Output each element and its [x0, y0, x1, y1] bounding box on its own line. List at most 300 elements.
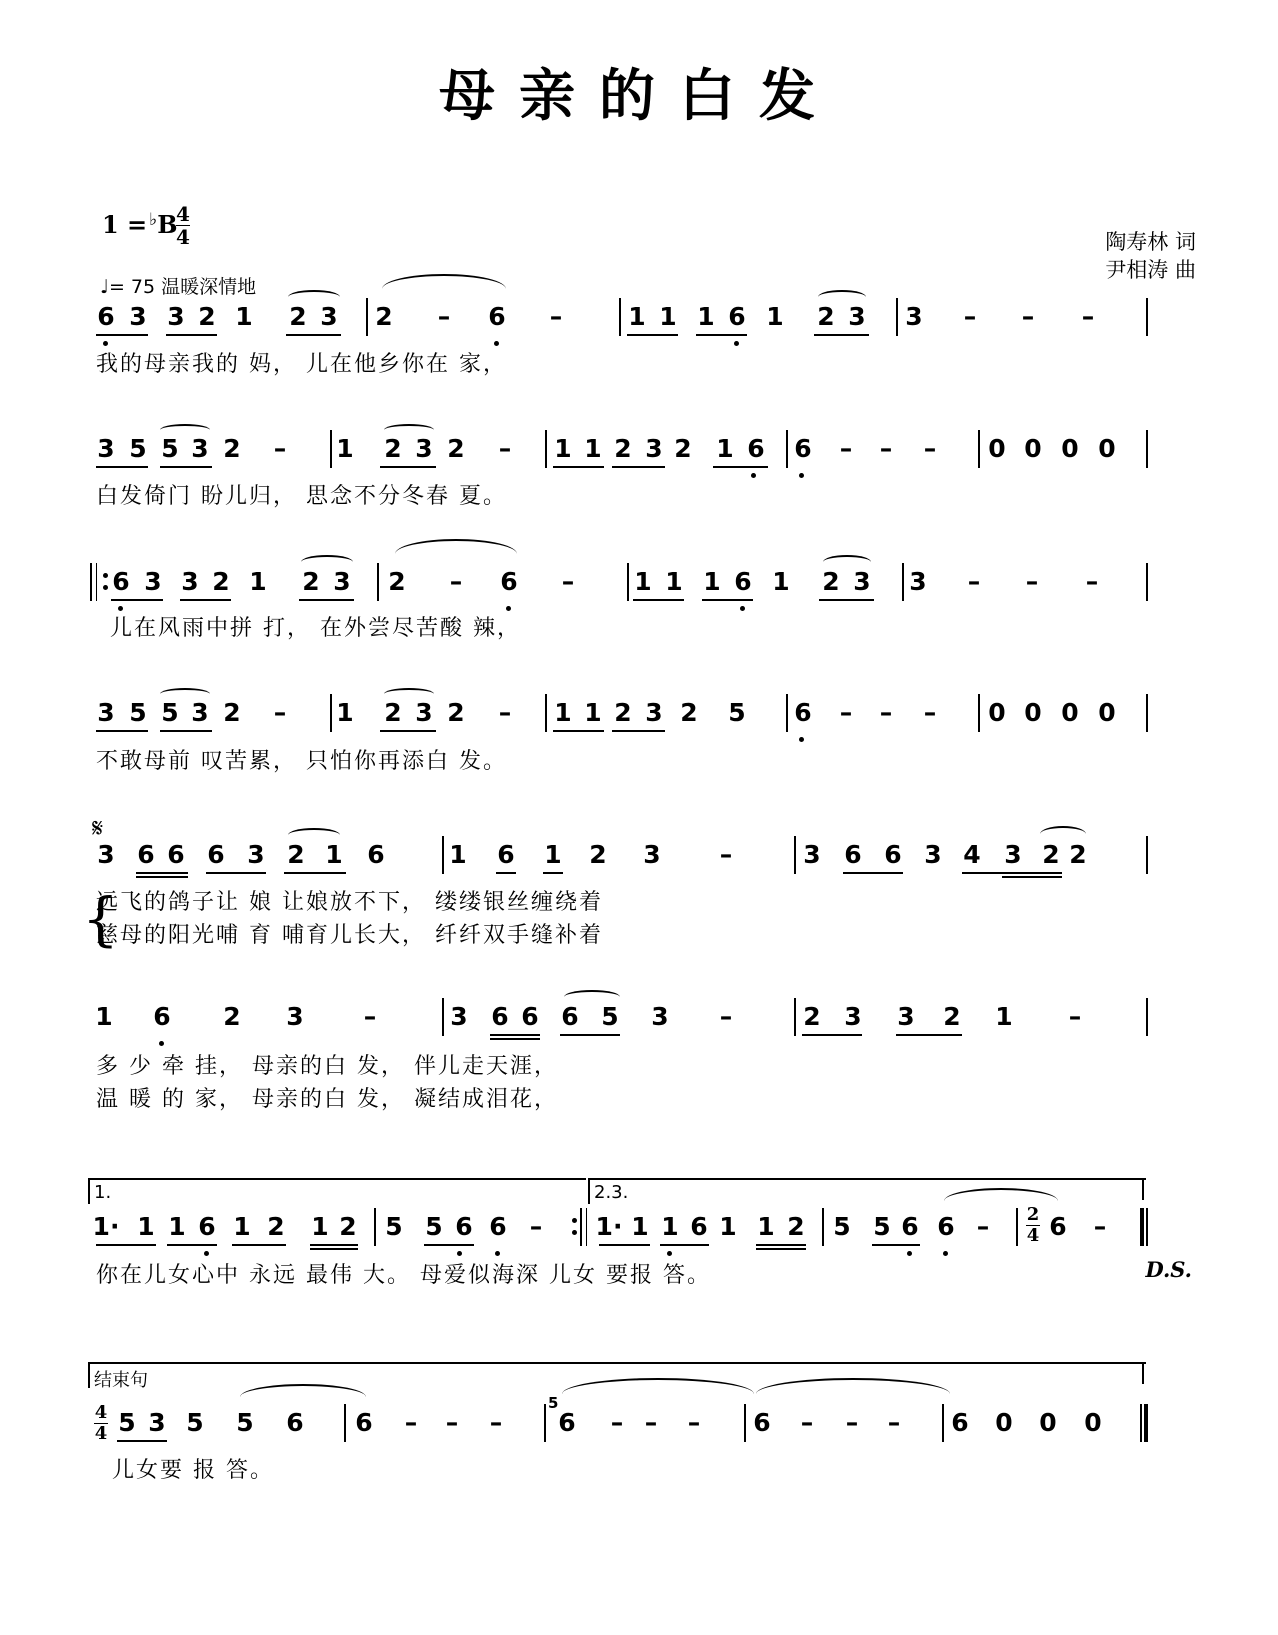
note: 6 [167, 840, 185, 869]
note: 2 [223, 698, 241, 727]
note: 1· [92, 1212, 120, 1241]
tie-slur [562, 1378, 754, 1410]
eighth-underline [180, 599, 231, 601]
note: – [273, 698, 287, 727]
note: – [879, 698, 893, 727]
note: 1 [631, 1212, 649, 1241]
eighth-underline [660, 1244, 709, 1246]
note: 1 [772, 567, 790, 596]
note: 3 [1004, 840, 1022, 869]
note: 3 [415, 434, 433, 463]
note: – [887, 1408, 901, 1437]
octave-dot [799, 473, 804, 478]
note: – [1021, 302, 1035, 331]
note: 3 [320, 302, 338, 331]
note: 5 [161, 434, 179, 463]
eighth-underline [490, 1038, 540, 1040]
eighth-underline [696, 334, 747, 336]
tie-slur [756, 1378, 950, 1410]
note: 2 [384, 434, 402, 463]
tie-slur [564, 990, 620, 1004]
note: 2 [589, 840, 607, 869]
octave-dot [740, 606, 745, 611]
note: – [839, 698, 853, 727]
note: 1 [554, 434, 572, 463]
lyric-line: 你在儿女心中 永远 最伟 大。 母爱似海深 儿女 要报 答。 [96, 1263, 711, 1288]
note: 2 [384, 698, 402, 727]
note: 1 [716, 434, 734, 463]
eighth-underline [166, 334, 217, 336]
tie-slur [382, 274, 506, 304]
note: 3 [144, 567, 162, 596]
note: 1 [665, 567, 683, 596]
note: 2 [287, 840, 305, 869]
note: 3 [645, 434, 663, 463]
note: 6 [558, 1408, 576, 1437]
barline [442, 836, 444, 874]
note: 0 [988, 434, 1006, 463]
note: 3 [191, 698, 209, 727]
eighth-underline [612, 466, 665, 468]
note: – [719, 1002, 733, 1031]
note: 1 [554, 698, 572, 727]
note: 2 [388, 567, 406, 596]
note: 6 [728, 302, 746, 331]
eighth-underline [232, 1244, 286, 1246]
note: 0 [988, 698, 1006, 727]
final-barline [1144, 1404, 1148, 1442]
barline [902, 563, 904, 601]
note: 1 [325, 840, 343, 869]
note: 3 [897, 1002, 915, 1031]
note: – [963, 302, 977, 331]
eighth-underline [843, 872, 903, 874]
note: 2 [1042, 840, 1060, 869]
tie-slur [395, 539, 517, 569]
eighth-underline [136, 872, 188, 874]
eighth-underline [380, 730, 436, 732]
tie-slur [240, 1384, 366, 1410]
note: 6 [207, 840, 225, 869]
note: 2 [447, 698, 465, 727]
barline [330, 694, 332, 732]
eighth-underline [160, 730, 212, 732]
time-bottom: 4 [1026, 1225, 1040, 1246]
note: – [1085, 567, 1099, 596]
note: 0 [1098, 698, 1116, 727]
barline [1146, 1208, 1148, 1246]
tie-slur [160, 688, 210, 700]
note: 1 [766, 302, 784, 331]
octave-dot [907, 1251, 912, 1256]
note: 1 [659, 302, 677, 331]
key-note: B [157, 210, 178, 239]
eighth-underline [117, 1440, 167, 1442]
note: 0 [995, 1408, 1013, 1437]
lyric-line-verse2: 温 暖 的 家， 母亲的白 发， 凝结成泪花， [96, 1087, 558, 1112]
octave-dot [159, 1041, 164, 1046]
octave-dot [506, 606, 511, 611]
note: 1 [544, 840, 562, 869]
note: – [610, 1408, 624, 1437]
eighth-underline [160, 466, 212, 468]
note: 3 [844, 1002, 862, 1031]
eighth-underline [543, 872, 563, 874]
note: – [363, 1002, 377, 1031]
note: 6 [844, 840, 862, 869]
octave-dot [103, 341, 108, 346]
volta-first-ending: 1. [88, 1178, 586, 1204]
note: 2 [787, 1212, 805, 1241]
lyric-line: 多 少 牵 挂， 母亲的白 发， 伴儿走天涯， [96, 1054, 558, 1079]
note: 0 [1098, 434, 1116, 463]
note: 6 [561, 1002, 579, 1031]
eighth-underline [633, 599, 684, 601]
note: 2 [822, 567, 840, 596]
note: 6 [198, 1212, 216, 1241]
note: 6 [1049, 1212, 1067, 1241]
note: 2 [1069, 840, 1087, 869]
segno-icon: 𝄋 [92, 814, 104, 844]
note: 0 [1061, 434, 1079, 463]
note: 5 [129, 698, 147, 727]
composer-credit: 尹相涛 曲 [1105, 258, 1196, 282]
tie-slur [301, 555, 353, 569]
barline [330, 430, 332, 468]
note: – [644, 1408, 658, 1437]
note: 3 [247, 840, 265, 869]
note: 6 [367, 840, 385, 869]
note: 1 [703, 567, 721, 596]
note: 6 [489, 1212, 507, 1241]
note: – [445, 1408, 459, 1437]
note: 2 [375, 302, 393, 331]
eighth-underline [380, 466, 436, 468]
barline [978, 694, 980, 732]
note: 2 [817, 302, 835, 331]
eighth-underline [553, 730, 604, 732]
note: 4 [963, 840, 981, 869]
note: 3 [848, 302, 866, 331]
note: 3 [415, 698, 433, 727]
note: 2 [943, 1002, 961, 1031]
barline [545, 694, 547, 732]
note: 6 [794, 698, 812, 727]
note: 2 [267, 1212, 285, 1241]
note: 5 [161, 698, 179, 727]
eighth-underline [553, 466, 604, 468]
eighth-underline [490, 1034, 540, 1036]
eighth-underline [286, 334, 341, 336]
note: 6 [734, 567, 752, 596]
tie-slur [384, 424, 434, 436]
note: 1 [584, 698, 602, 727]
note: 2 [339, 1212, 357, 1241]
note: 0 [1024, 698, 1042, 727]
barline [1140, 1404, 1142, 1442]
barline [978, 430, 980, 468]
lyric-line: 白发倚门 盼儿归， 思念不分冬春 夏。 [96, 484, 507, 509]
time-bottom: 4 [176, 225, 190, 249]
note: 6 [97, 302, 115, 331]
tie-slur [288, 290, 340, 304]
note: 6 [937, 1212, 955, 1241]
note: 6 [286, 1408, 304, 1437]
page-title: 母亲的白发 [439, 63, 839, 129]
note: 0 [1084, 1408, 1102, 1437]
note: 5 [728, 698, 746, 727]
barline [1146, 836, 1148, 874]
note: 3 [853, 567, 871, 596]
note: – [273, 434, 287, 463]
repeat-dot [572, 1218, 577, 1223]
barline [366, 298, 368, 336]
lyric-line: 儿女要 报 答。 [112, 1458, 274, 1483]
barline [786, 694, 788, 732]
note: 6 [951, 1408, 969, 1437]
note: 1 [311, 1212, 329, 1241]
final-barline [1140, 1208, 1144, 1246]
octave-dot [494, 341, 499, 346]
note: 1 [168, 1212, 186, 1241]
note: 1 [449, 840, 467, 869]
tie-slur [944, 1188, 1058, 1214]
note: 1 [336, 698, 354, 727]
coda-label: 结束句 [94, 1370, 148, 1391]
eighth-underline [627, 334, 678, 336]
note: 1 [584, 434, 602, 463]
barline [794, 836, 796, 874]
note: – [1025, 567, 1039, 596]
tie-slur [1040, 826, 1086, 842]
note: – [404, 1408, 418, 1437]
octave-dot [667, 1251, 672, 1256]
note: 1 [235, 302, 253, 331]
eighth-underline [167, 1244, 217, 1246]
eighth-underline [284, 872, 346, 874]
lyricist-credit: 陶寿林 词 [1105, 230, 1196, 254]
octave-dot [204, 1251, 209, 1256]
note: 1 [233, 1212, 251, 1241]
note: 2 [614, 698, 632, 727]
time-signature-coda [94, 1404, 108, 1443]
note: 6 [491, 1002, 509, 1031]
note: – [489, 1408, 503, 1437]
note: – [498, 698, 512, 727]
octave-dot [495, 1251, 500, 1256]
barline [619, 298, 621, 336]
octave-dot [943, 1251, 948, 1256]
barline [1146, 998, 1148, 1036]
note: 1 [95, 1002, 113, 1031]
note: 6 [901, 1212, 919, 1241]
note: – [687, 1408, 701, 1437]
note: 0 [1024, 434, 1042, 463]
time-top: 4 [176, 202, 190, 226]
note: – [529, 1212, 543, 1241]
eighth-underline [713, 466, 768, 468]
tie-slur [384, 688, 434, 700]
note: 5 [425, 1212, 443, 1241]
note: 6 [137, 840, 155, 869]
note: 3 [148, 1408, 166, 1437]
note: – [839, 434, 853, 463]
note: 6 [153, 1002, 171, 1031]
lyric-line-verse2: 慈母的阳光哺 育 哺育儿长大， 纤纤双手缝补着 [96, 923, 603, 948]
eighth-underline [310, 1248, 358, 1250]
eighth-underline [814, 334, 869, 336]
note: 1 [697, 302, 715, 331]
note: 1· [595, 1212, 623, 1241]
repeat-dot [572, 1230, 577, 1235]
eighth-underline [310, 1244, 358, 1246]
note: 3 [651, 1002, 669, 1031]
note: 1 [719, 1212, 737, 1241]
note: 3 [286, 1002, 304, 1031]
note: 2 [674, 434, 692, 463]
note: – [879, 434, 893, 463]
repeat-dot [103, 585, 108, 590]
barline [896, 298, 898, 336]
octave-dot [799, 737, 804, 742]
note: 1 [628, 302, 646, 331]
eighth-underline [96, 1244, 156, 1246]
eighth-underline [1002, 876, 1062, 878]
barline [442, 998, 444, 1036]
note: 2 [803, 1002, 821, 1031]
note: 2 [223, 1002, 241, 1031]
note: 3 [191, 434, 209, 463]
eighth-underline [756, 1244, 806, 1246]
eighth-underline [599, 1244, 650, 1246]
note: – [437, 302, 451, 331]
note: 2 [614, 434, 632, 463]
repeat-dot [103, 573, 108, 578]
note: 3 [924, 840, 942, 869]
repeat-start-barline [90, 563, 92, 601]
eighth-underline [872, 1244, 920, 1246]
note: – [498, 434, 512, 463]
note: 1 [249, 567, 267, 596]
note: – [719, 840, 733, 869]
barline [545, 430, 547, 468]
note: 6 [112, 567, 130, 596]
note: 6 [747, 434, 765, 463]
note: – [1093, 1212, 1107, 1241]
eighth-underline [496, 872, 516, 874]
barline [786, 430, 788, 468]
note: 5 [129, 434, 147, 463]
note: 6 [497, 840, 515, 869]
note: 5 [873, 1212, 891, 1241]
note: – [923, 698, 937, 727]
note: 2 [302, 567, 320, 596]
note: 6 [690, 1212, 708, 1241]
note: 5 [236, 1408, 254, 1437]
note: 5 [385, 1212, 403, 1241]
eighth-underline [1002, 872, 1062, 874]
barline [544, 1404, 546, 1442]
time-top: 2 [1026, 1204, 1040, 1225]
eighth-underline [896, 1034, 962, 1036]
note: 5 [118, 1408, 136, 1437]
dal-segno: D.S. [1145, 1257, 1192, 1282]
tie-slur [823, 555, 871, 569]
barline [794, 998, 796, 1036]
note: – [1068, 1002, 1082, 1031]
note: 2 [680, 698, 698, 727]
note: 1 [995, 1002, 1013, 1031]
eighth-underline [299, 599, 354, 601]
note: 2 [198, 302, 216, 331]
note: 3 [645, 698, 663, 727]
octave-dot [118, 606, 123, 611]
lyric-line: 远飞的鸽子让 娘 让娘放不下， 缕缕银丝缠绕着 [96, 890, 603, 915]
note: – [800, 1408, 814, 1437]
note: 2 [223, 434, 241, 463]
eighth-underline [702, 599, 753, 601]
note: 1 [634, 567, 652, 596]
note: – [449, 567, 463, 596]
note: 6 [488, 302, 506, 331]
note: 6 [355, 1408, 373, 1437]
time-signature-change [1026, 1206, 1040, 1245]
note: – [1081, 302, 1095, 331]
eighth-underline [612, 730, 665, 732]
note: – [549, 302, 563, 331]
note: 1 [661, 1212, 679, 1241]
barline [374, 1208, 376, 1246]
eighth-underline [560, 1034, 620, 1036]
note: 6 [500, 567, 518, 596]
note: 3 [333, 567, 351, 596]
note: – [561, 567, 575, 596]
octave-dot [734, 341, 739, 346]
note: 3 [909, 567, 927, 596]
note: 6 [455, 1212, 473, 1241]
barline [627, 563, 629, 601]
note: 5 [833, 1212, 851, 1241]
barline [822, 1208, 824, 1246]
grace-note: 5 [548, 1394, 561, 1412]
note: 3 [181, 567, 199, 596]
note: 3 [905, 302, 923, 331]
tie-slur [160, 424, 210, 436]
lyric-line: 我的母亲我的 妈， 儿在他乡你在 家， [96, 352, 507, 377]
tie-slur [288, 828, 340, 842]
time-bottom: 4 [94, 1423, 108, 1444]
eighth-underline [206, 872, 266, 874]
note: – [967, 567, 981, 596]
note: 5 [601, 1002, 619, 1031]
note: 6 [794, 434, 812, 463]
repeat-start-barline [96, 563, 97, 601]
note: 2 [289, 302, 307, 331]
note: 3 [129, 302, 147, 331]
note: 1 [757, 1212, 775, 1241]
lyric-line: 儿在风雨中拼 打， 在外尝尽苦酸 辣， [110, 616, 521, 641]
note: 6 [884, 840, 902, 869]
eighth-underline [802, 1034, 862, 1036]
barline [1146, 298, 1148, 336]
note: 3 [97, 698, 115, 727]
note: 0 [1061, 698, 1079, 727]
eighth-underline [96, 730, 148, 732]
flat-sign: ♭ [149, 210, 158, 230]
note: 6 [521, 1002, 539, 1031]
note: 5 [186, 1408, 204, 1437]
note: 2 [212, 567, 230, 596]
